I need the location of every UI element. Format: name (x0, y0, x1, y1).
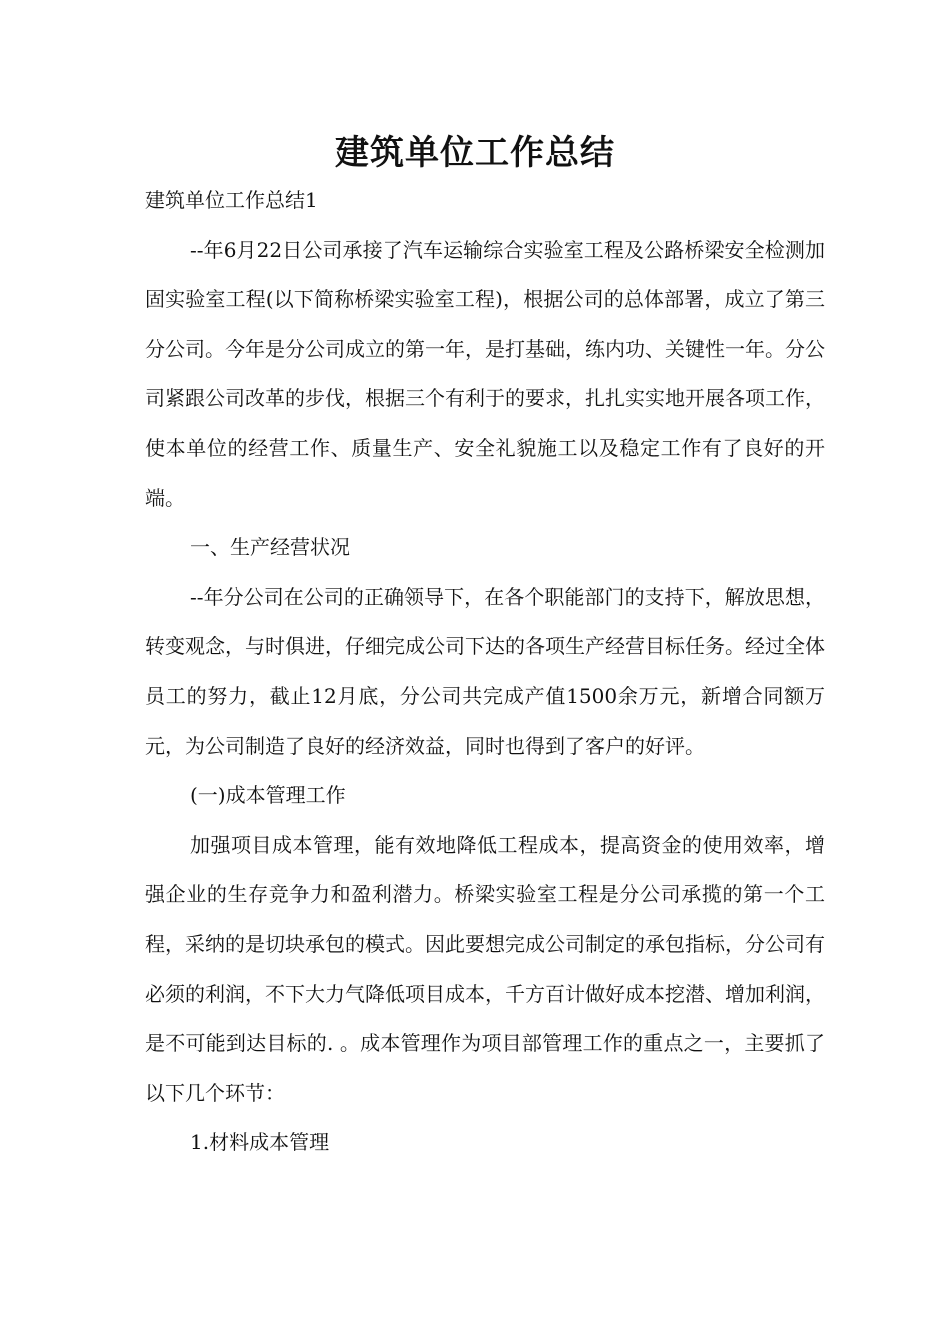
subsection-heading: (一)成本管理工作 (190, 783, 346, 808)
document-body (145, 176, 825, 1168)
section-heading: 一、生产经营状况 (190, 535, 350, 560)
subsection-heading: 1.材料成本管理 (190, 1130, 330, 1155)
document-title: 建筑单位工作总结 (335, 133, 615, 173)
paragraph: 加强项目成本管理，能有效地降低工程成本，提高资金的使用效率，增强企业的生存竞争力和盈利潜力。桥梁实验室工程是分公司承揽的第一个工程，采纳的是切块承包的模式。因此要想完成公司制定的承包指标，分公司有必须的利润，不下大力气降低项目成本，千方百计做好成本挖潜、增加利润，是不可能到达目标的. 。成本管理作为项目部管理工作的重点之一，主要抓了以下几个环节： (145, 832, 825, 1105)
section-heading: 建筑单位工作总结1 (145, 188, 318, 212)
paragraph: --年分公司在公司的正确领导下，在各个职能部门的支持下，解放思想，转变观念，与时俱进，仔细完成公司下达的各项生产经营目标任务。经过全体员工的努力，截止12月底，分公司共完成产值1500余万元，新增合同额万元，为公司制造了良好的经济效益，同时也得到了客户的好评。 (145, 584, 825, 758)
paragraph: --年6月22日公司承接了汽车运输综合实验室工程及公路桥梁安全检测加固实验室工程(以下简称桥梁实验室工程)，根据公司的总体部署，成立了第三分公司。今年是分公司成立的第一年，是打基础，练内功、关键性一年。分公司紧跟公司改革的步伐，根据三个有利于的要求，扎扎实实地开展各项工作，使本单位的经营工作、质量生产、安全礼貌施工以及稳定工作有了良好的开端。 (145, 237, 825, 510)
